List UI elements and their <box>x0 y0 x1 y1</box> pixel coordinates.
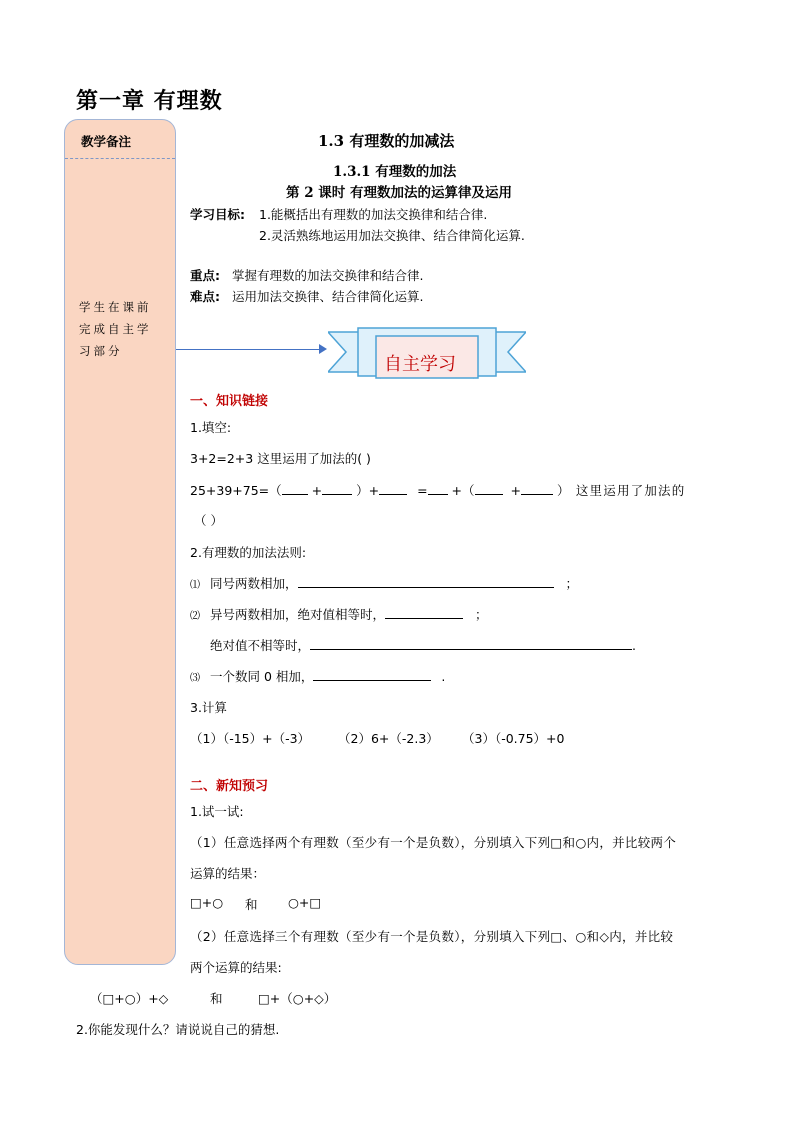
rule-1 <box>190 574 578 592</box>
part2-heading: 二、新知预习 <box>190 779 269 794</box>
calc-item-1: （1）（-15）+（-3） <box>190 731 311 746</box>
section-title: 1.3 有理数的加减法 <box>318 132 455 150</box>
difficulty-label: 难点: <box>190 289 220 304</box>
fill-in-label: 1.填空: <box>190 420 232 435</box>
blank-field[interactable] <box>322 482 352 495</box>
expr-part: + <box>311 483 323 498</box>
calculate-label: 3.计算 <box>190 700 227 715</box>
expr-part: ） 这里运用了加法的 <box>556 483 686 498</box>
arrow-line <box>176 349 322 350</box>
blank-field[interactable] <box>475 482 503 495</box>
rule-3 <box>190 667 445 685</box>
task-1-and: 和 <box>245 897 258 912</box>
blank-field[interactable] <box>428 482 448 495</box>
key-point-text: 掌握有理数的加法交换律和结合律. <box>232 268 424 283</box>
key-point-label: 重点: <box>190 268 220 283</box>
task-1-line-2: 运算的结果： <box>190 866 266 881</box>
difficulty-text: 运用加法交换律、结合律简化运算. <box>232 289 424 304</box>
blank-field[interactable] <box>298 575 554 588</box>
sidebar-divider <box>65 158 175 159</box>
task-2-and: 和 <box>210 991 223 1006</box>
expr-part: 25+39+75=（ <box>190 483 282 498</box>
arrow-head-icon <box>319 344 327 354</box>
task-1-expr-a: □+○ <box>190 895 224 910</box>
addition-rules-label: 2.有理数的加法法则: <box>190 545 307 560</box>
expr-part: + <box>510 483 521 498</box>
fill-in-line-3: （ ） <box>194 513 223 528</box>
blank-field[interactable] <box>310 637 632 650</box>
fill-in-line-2 <box>190 481 685 499</box>
task-1-line-1: （1）任意选择两个有理数（至少有一个是负数），分别填入下列□和○内，并比较两个 <box>190 835 677 850</box>
rule-number: ⑶ <box>190 673 200 684</box>
subsection-title: 1.3.1 有理数的加法 <box>333 164 457 180</box>
calc-item-3: （3）（-0.75）+0 <box>462 731 565 746</box>
rule-number: ⑵ <box>190 611 200 622</box>
task-2-line-2: 两个运算的结果: <box>190 960 282 975</box>
sidebar-title: 教学备注 <box>81 134 132 149</box>
expr-part: ）+ <box>356 483 380 498</box>
rule-end: . <box>632 638 636 653</box>
task-1-expr-b: ○+□ <box>288 895 322 910</box>
discovery-question: 2.你能发现什么？请说说自己的猜想. <box>76 1022 280 1037</box>
fill-in-line-1: 3+2=2+3 这里运用了加法的( ) <box>190 451 371 466</box>
lesson-title: 第 2 课时 有理数加法的运算律及运用 <box>286 185 512 201</box>
blank-field[interactable] <box>379 482 407 495</box>
chapter-title: 第一章 有理数 <box>76 89 223 114</box>
objective-1: 1.能概括出有理数的加法交换律和结合律. <box>259 207 488 222</box>
rule-2 <box>190 605 488 623</box>
rule-end: . <box>441 669 446 684</box>
teaching-notes-sidebar <box>64 119 176 965</box>
task-2-line-1: （2）任意选择三个有理数（至少有一个是负数），分别填入下列□、○和◇内，并比较 <box>190 929 674 944</box>
rule-text: 同号两数相加， <box>209 576 298 591</box>
blank-field[interactable] <box>282 482 308 495</box>
rule-2b <box>210 636 636 654</box>
try-it-label: 1.试一试: <box>190 804 244 819</box>
rule-text: 异号两数相加，绝对值相等时， <box>209 607 385 622</box>
rule-end: ； <box>474 607 488 622</box>
rule-end: ； <box>565 576 578 591</box>
blank-field[interactable] <box>313 668 431 681</box>
calc-item-2: （2）6+（-2.3） <box>338 731 439 746</box>
expr-part: +（ <box>451 483 475 498</box>
rule-text: 一个数同 0 相加， <box>209 669 314 684</box>
objective-2: 2.灵活熟练地运用加法交换律、结合律简化运算. <box>259 228 525 243</box>
rule-text: 绝对值不相等时， <box>210 638 311 653</box>
part1-heading: 一、知识链接 <box>190 394 269 409</box>
blank-field[interactable] <box>385 606 463 619</box>
task-2-expr-b: □+（○+◇） <box>258 991 337 1006</box>
sidebar-note: 学生在课前完成自主学习部分 <box>79 300 152 358</box>
rule-number: ⑴ <box>190 580 200 591</box>
banner-label: 自主学习 <box>384 354 456 375</box>
task-2-expr-a: （□+○）+◇ <box>90 991 169 1006</box>
blank-field[interactable] <box>521 482 553 495</box>
expr-part: = <box>417 483 428 498</box>
objectives-label: 学习目标: <box>190 207 245 222</box>
